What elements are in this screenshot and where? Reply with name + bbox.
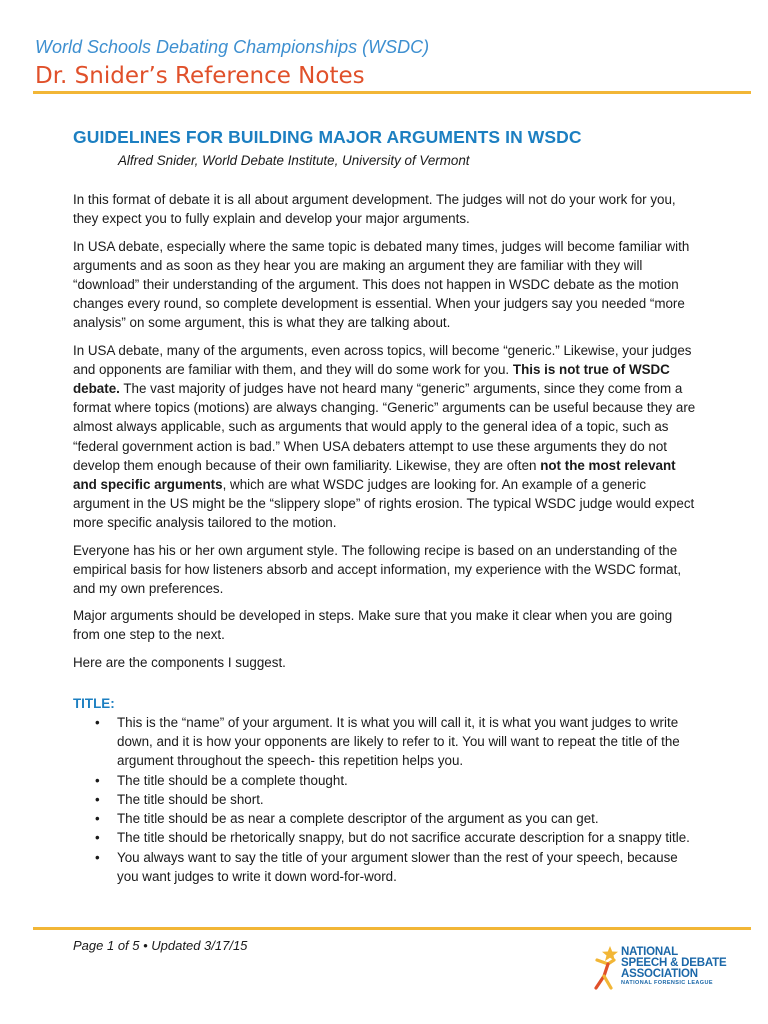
title-guidelines-list (73, 713, 697, 886)
paragraph-3-text-b: The vast majority of judges have not heard many “generic” arguments, since they come from a format where topics (motions) are always changing. “Generic” arguments can be useful because they are almost always applicable, such as arguments that would apply to the general idea of a topic, such as “federal government action is bad.” When USA debaters attempt to use these arguments they do not develop them enough because of their own familiarity. Likewise, they are often (73, 381, 696, 473)
paragraph-6: Here are the components I suggest. (73, 654, 286, 670)
list-item: • The title should be rhetorically snappy, but do not sacrifice accurate description for a snappy title. (73, 828, 697, 847)
paragraph-3 (73, 341, 697, 533)
list-item: • The title should be as near a complete descriptor of the argument as you can get. (73, 809, 697, 828)
paragraph-3-text-a: In USA debate, many of the arguments, even across topics, will become “generic.” Likewise, your judges and opponents are familiar with them, and they will do some work for you. (73, 342, 692, 377)
series-title: World Schools Debating Championships (WSDC) (35, 37, 430, 57)
paragraph-2: In USA debate, especially where the same topic is debated many times, judges will become familiar with arguments and as soon as they hear you are making an argument they are familiar with they will “download” their understanding of the argument. This does not happen in WSDC debate as the motion changes every round, so complete development is essential. When your judgers say you needed “more analysis” on some argument, this is what they are talking about. (73, 238, 690, 331)
page-info: Page 1 of 5 • Updated 3/17/15 (73, 938, 248, 953)
list-item: • The title should be short. (73, 790, 697, 809)
document-body (73, 126, 697, 886)
logo-line-2: SPEECH & DEBATE (621, 957, 727, 969)
header-divider (33, 91, 751, 94)
paragraph-3-text-c: , which are what WSDC judges are looking for. An example of a generic argument in the US might be the “slippery slope” of rights erosion. The typical WSDC judge would expect more specific analysis tailored to the motion. (73, 477, 695, 531)
leaping-figure-star-icon (590, 944, 622, 990)
list-item: • This is the “name” of your argument. It is what you will call it, it is what you want judges to write down, and it is how your opponents are likely to refer to it. You will want to repeat the title of the argument throughout the speech- this repetition helps you. (73, 713, 697, 771)
paragraph-5: Major arguments should be developed in steps. Make sure that you make it clear when you are going from one step to the next. (73, 608, 673, 643)
page-header (35, 34, 745, 92)
logo-subtitle: NATIONAL FORENSIC LEAGUE (621, 980, 713, 986)
logo-wordmark (621, 947, 726, 980)
paragraph-1: In this format of debate it is all about argument development. The judges will not do your work for you, they expect you to fully explain and develop your major arguments. (73, 192, 676, 227)
nsda-logo (590, 944, 750, 994)
paragraph-4: Everyone has his or her own argument style. The following recipe is based on an understanding of the empirical basis for how listeners absorb and accept information, my experience with the WSDC format, and my own preferences. (73, 542, 682, 597)
document-title: GUIDELINES FOR BUILDING MAJOR ARGUMENTS IN WSDC (73, 127, 582, 147)
notes-title: Dr. Snider’s Reference Notes (35, 63, 365, 89)
paragraph-3-bold-a: This is not true of WSDC debate. (73, 361, 670, 397)
logo-line-3: ASSOCIATION (621, 968, 698, 980)
paragraph-3-bold-b: not the most relevant and specific arguments (73, 457, 676, 493)
footer-divider (33, 927, 751, 930)
section-heading-title: TITLE: (73, 695, 115, 711)
list-item: • The title should be a complete thought. (73, 771, 697, 790)
list-item: • You always want to say the title of your argument slower than the rest of your speech, because you want judges to write it down word-for-word. (73, 848, 697, 886)
author-line: Alfred Snider, World Debate Institute, University of Vermont (118, 153, 470, 168)
logo-line-1: NATIONAL (621, 946, 678, 958)
